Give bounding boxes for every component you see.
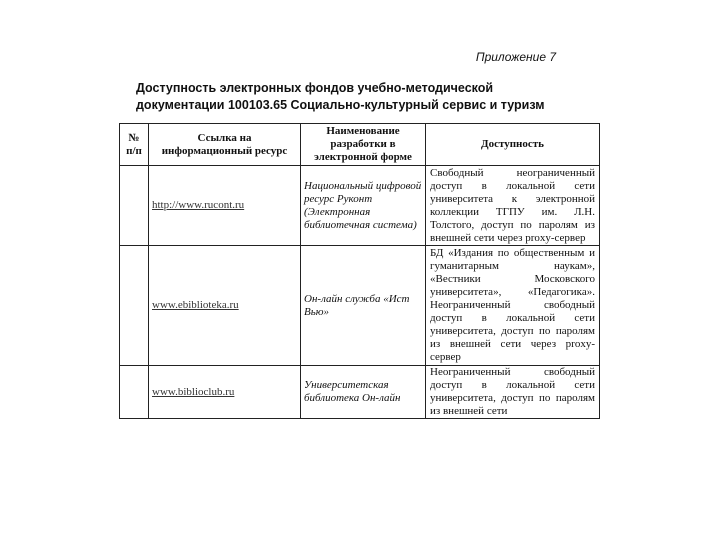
row-number xyxy=(120,366,149,419)
row-link-cell xyxy=(149,166,301,246)
row-number xyxy=(120,166,149,246)
header-name: Наименование разработки в электронной форме xyxy=(301,124,426,166)
row-link-cell xyxy=(149,366,301,419)
table-header xyxy=(120,124,600,166)
document-title: Доступность электронных фондов учебно-методической документации 100103.65 Социально-культурный сервис и туризм xyxy=(136,81,545,112)
table-row xyxy=(120,246,600,366)
row-access: Свободный неограниченный доступ в локальной сети университета к электронной коллекции ТГПУ им. Л.Н. Толстого, доступ по паролям из внешней сети через proxy-сервер xyxy=(426,166,600,246)
row-name: Национальный цифровой ресурс Руконт (Электронная библиотечная система) xyxy=(301,166,426,246)
row-number xyxy=(120,246,149,366)
header-link: Ссылка на информационный ресурс xyxy=(149,124,301,166)
resource-link[interactable]: www.biblioclub.ru xyxy=(152,385,235,398)
resource-link[interactable]: http://www.rucont.ru xyxy=(152,199,245,211)
row-access: БД «Издания по общественным и гуманитарным наукам», «Вестники Московского университета», «Педагогика». Неограниченный свободный доступ в локальной сети университета, доступ по паролям из внешней сети через proxy-сервер xyxy=(426,246,600,366)
table-row xyxy=(120,166,600,246)
table-row xyxy=(120,366,600,419)
row-name: Университетская библиотека Он-лайн xyxy=(301,366,426,419)
header-number: № п/п xyxy=(120,124,149,166)
header-access: Доступность xyxy=(426,124,600,166)
appendix-label: Приложение 7 xyxy=(475,50,556,64)
row-name: Он-лайн служба «Ист Вью» xyxy=(301,246,426,366)
resource-link[interactable]: www.ebiblioteka.ru xyxy=(152,299,239,311)
resources-table xyxy=(119,123,600,419)
row-access: Неограниченный свободный доступ в локальной сети университета, доступ по паролям из внешней сети xyxy=(426,366,600,419)
row-link-cell xyxy=(149,246,301,366)
